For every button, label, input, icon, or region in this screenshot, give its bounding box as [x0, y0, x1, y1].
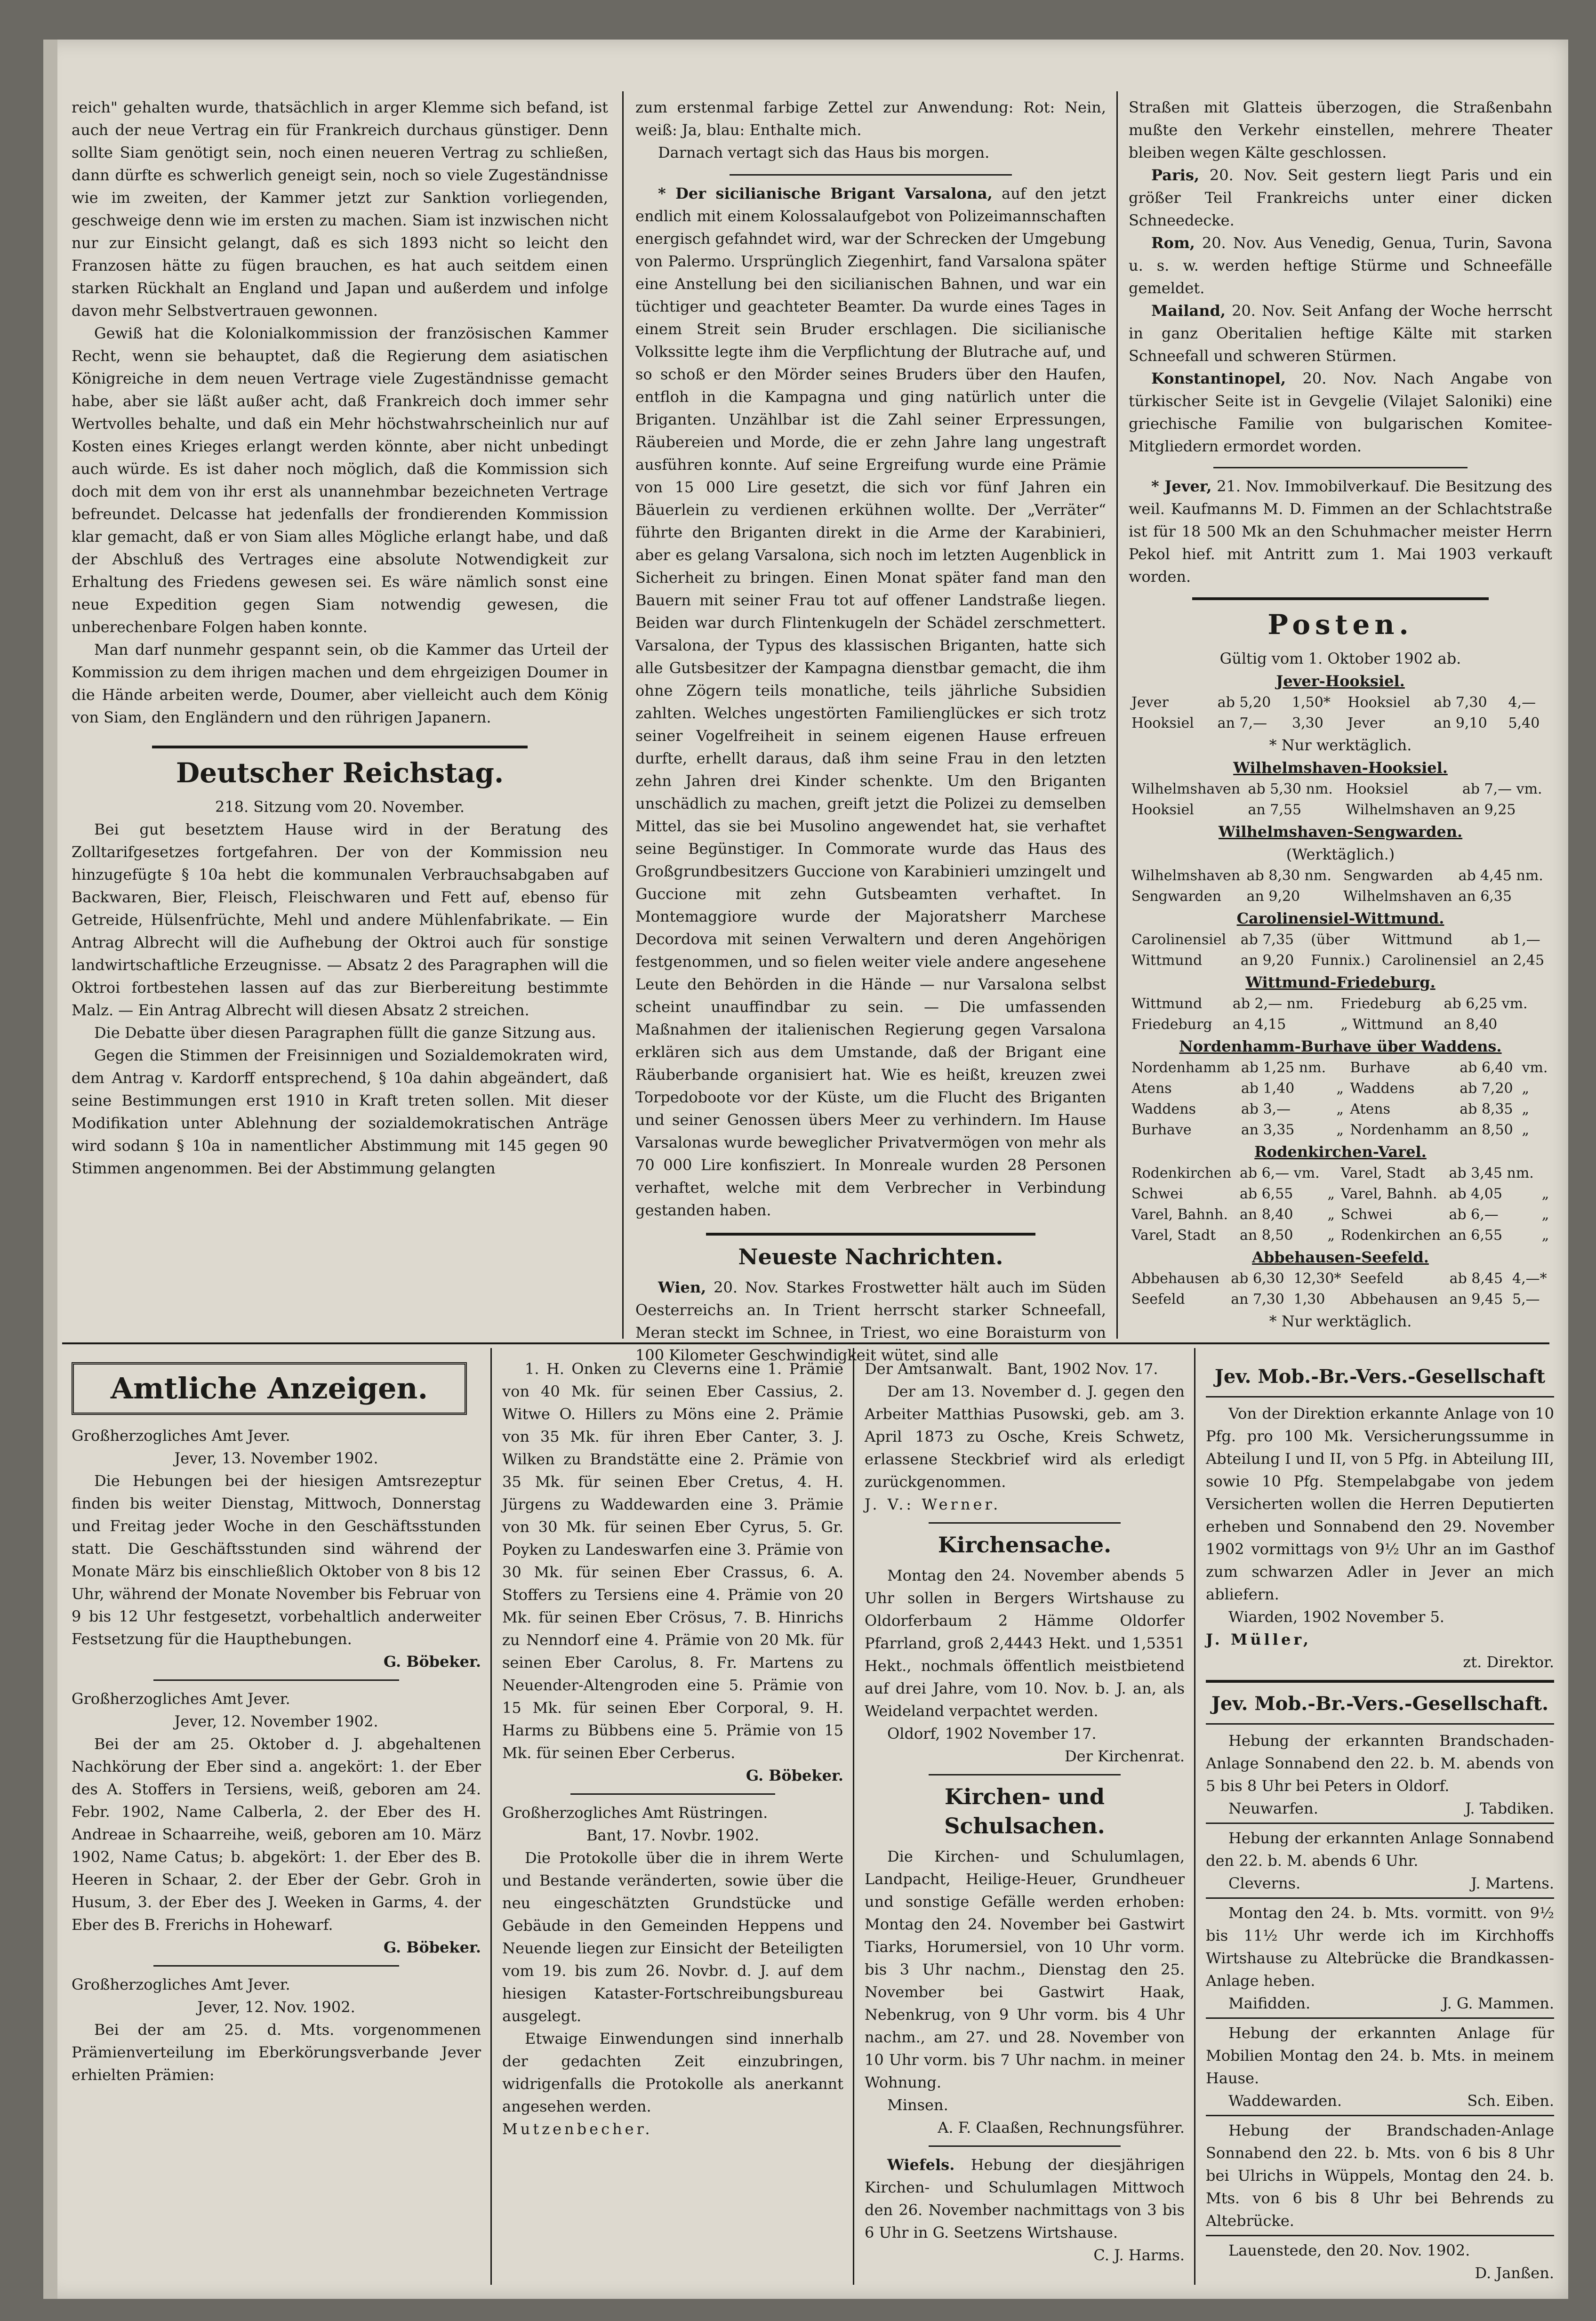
notice-date: Jever, 12. Nov. 1902. — [197, 1998, 355, 2016]
route-cell: an 6,35 — [1458, 888, 1512, 905]
notice-date: Oldorf, 1902 November 17. — [887, 1725, 1097, 1743]
route-cell: ab 6,25 vm. — [1444, 996, 1528, 1012]
route-cell: 5,— — [1512, 1291, 1540, 1308]
news-place: * Jever, — [1151, 477, 1212, 495]
post-routes — [1129, 670, 1552, 1333]
bottom-column-2 — [502, 1357, 843, 2280]
route-cell: Hooksiel — [1347, 694, 1411, 711]
jever-item — [1129, 475, 1552, 588]
route-cell: an 9,45 — [1449, 1291, 1503, 1308]
news-place: Rom, — [1151, 234, 1195, 252]
brigant-article — [635, 182, 1106, 1221]
route-cell: ab 6,— — [1449, 1206, 1499, 1223]
route-row — [1129, 994, 1552, 1014]
route-table — [1129, 930, 1552, 971]
notice-date: Jever, 13. November 1902. — [174, 1449, 378, 1467]
route-row — [1129, 692, 1552, 713]
route-footnote: * Nur werktäglich. — [1269, 1312, 1412, 1330]
route-cell — [1335, 886, 1340, 907]
notice-text: Hebung der diesjährigen Kirchen- und Schulumlagen Mittwoch den 26. November nachmittags von 3 bis 6 Uhr in G. Seetzens Wirtshause. — [865, 2156, 1185, 2241]
route-cell: Wilhelmshaven — [1343, 888, 1452, 905]
route-cell: 3,30 — [1292, 715, 1323, 731]
divider — [1206, 1723, 1554, 1725]
notice-signature: G. Böbeker. — [383, 1938, 481, 1956]
notice-text: Montag den 24. b. Mts. vormitt. von 9½ bis 11½ Uhr werde ich im Kirchhoffs Wirtshause zu Altebrücke die Brandkassen-Anlage heben. — [1206, 1904, 1554, 1990]
column-2 — [635, 96, 1107, 1364]
column-rule — [490, 1348, 492, 2285]
notice-text: Die Protokolle über die in ihrem Werte und Bestande veränderten, sowie über die neu eingeschätzten Grundstücke und Gebäude in den Gemeinden Heppens und Neuende liegen zur Einsicht der Beteiligten vom 19. bis zum 26. Novbr. d. J. auf dem hiesigen Kataster-Fortschreibungsbureau ausgelegt. — [502, 1849, 843, 2025]
divider — [1192, 597, 1489, 600]
entry-signature: Sch. Eiben. — [1467, 2092, 1554, 2110]
route-cell: 12,30* — [1293, 1270, 1341, 1287]
route-cell: 5,40 — [1508, 715, 1540, 731]
notice-office: Großherzogliches Amt Jever. — [72, 1976, 290, 1993]
route-cell: an 8,50 — [1239, 1227, 1293, 1244]
article-paragraph: zum erstenmal farbige Zettel zur Anwendung: Rot: Nein, weiß: Ja, blau: Enthalte mich. — [635, 98, 1106, 139]
route-cell: an 9,20 — [1246, 888, 1300, 905]
route-cell: ab 5,20 — [1217, 694, 1271, 711]
reichstag-heading: Deutscher Reichstag. — [176, 757, 504, 789]
route-cell: ab 3,— — [1241, 1101, 1291, 1117]
route-table — [1129, 1269, 1552, 1310]
route-cell: an 8,40 — [1239, 1206, 1293, 1223]
route-cell: ab 8,45 — [1449, 1270, 1503, 1287]
route-cell: Hooksiel — [1131, 802, 1194, 818]
entry-signature: J. G. Mammen. — [1442, 1994, 1554, 2012]
route-cell — [1546, 1014, 1552, 1035]
route-cell: an 2,45 — [1491, 952, 1545, 969]
route-table — [1129, 994, 1552, 1035]
route-cell: vm. — [1522, 1060, 1548, 1076]
route-cell: Varel, Stadt — [1340, 1165, 1425, 1181]
route-heading: Wittmund-Friedeburg. — [1245, 973, 1436, 991]
route-cell: Friedeburg — [1340, 996, 1421, 1012]
route-cell: an 9,25 — [1462, 802, 1516, 818]
route-cell: Burhave — [1131, 1122, 1192, 1138]
route-cell — [1539, 1163, 1552, 1184]
news-text: 20. Nov. Nach Angabe von türkischer Seite ist in Gevgelie (Vilajet Saloniki) eine griechische Familie von bulgarischen Komitee-Mitgliedern ermordet worden. — [1129, 369, 1552, 455]
news-text: 20. Nov. Starkes Frostwetter hält auch im Süden Oesterreichs an. In Trient herrscht starker Schneefall, Meran steckt im Schnee, in Triest, wo eine Boraisturm von 100 Kilometer Geschwindigkeit wütet, sind alle — [635, 1278, 1106, 1364]
notice-text: Die Hebungen bei der hiesigen Amtsrezeptur finden bis weiter Dienstag, Mittwoch, Donnerstag und Freitag jeder Woche in den Geschäftsstunden statt. Die Geschäftsstunden sind während der Monate März bis einschließlich Oktober von 8 bis 12 Uhr, während der Monate November bis Februar von 9 bis 12 Uhr festgesetzt, vorbehaltlich anderweiter Festsetzung für die Haupthebungen. — [72, 1472, 481, 1648]
route-footnote: * Nur werktäglich. — [1269, 736, 1412, 754]
page-spine — [43, 40, 57, 2299]
route-heading: Rodenkirchen-Varel. — [1254, 1143, 1427, 1161]
notice-office: Großherzogliches Amt Jever. — [72, 1427, 290, 1445]
bottom-column-1 — [72, 1357, 481, 2280]
notice-office: Großherzogliches Amt Jever. — [72, 1690, 290, 1708]
news-heading: Neueste Nachrichten. — [738, 1244, 1003, 1269]
route-cell — [1547, 886, 1552, 907]
route-cell: Atens — [1131, 1080, 1172, 1097]
route-cell: „ — [1522, 1122, 1529, 1138]
route-row — [1129, 1163, 1552, 1184]
route-cell — [1546, 994, 1552, 1014]
route-row — [1129, 1289, 1552, 1310]
article-paragraph: Die Debatte über diesen Paragraphen füllt die ganze Sitzung aus. — [94, 1024, 596, 1042]
route-cell: an 8,40 — [1444, 1016, 1498, 1033]
divider — [1206, 2017, 1554, 2019]
entry-signature: J. Tabdiken. — [1465, 1799, 1554, 1817]
route-row — [1129, 1225, 1552, 1246]
route-row — [1129, 1205, 1552, 1225]
route-cell: ab 8,30 nm. — [1246, 867, 1331, 884]
divider — [706, 1233, 1035, 1236]
route-cell: „ — [1522, 1101, 1529, 1117]
divider — [929, 1774, 1121, 1775]
route-cell — [1547, 800, 1552, 820]
news-item — [1129, 299, 1552, 367]
divider — [153, 1679, 399, 1681]
news-place: Mailand, — [1151, 302, 1226, 320]
route-cell: Schwei — [1131, 1186, 1183, 1202]
route-cell: Wittmund — [1131, 996, 1203, 1012]
notice-text: Montag den 24. November abends 5 Uhr sollen in Bergers Wirtshause zu Oldorferbaum 2 Hämme Oldorfer Pfarrland, groß 2,4443 Hekt. und 1,5351 Hekt., nochmals öffentlich meistbietend auf drei Jahre, vom 10. Nov. b. J. an, als Weideland verpachtet werden. — [865, 1566, 1185, 1720]
news-place: Wien, — [658, 1278, 706, 1296]
article-paragraph: Bei gut besetztem Hause wird in der Beratung des Zolltarifgesetzes fortgefahren. Der von der Kommission neu hinzugefügte § 10a hebt die kommunalen Verbrauchsabgaben auf Backwaren, Bier, Fleisch, Fleischwaren und Fett auf, ebenso für Getreide, Hülsenfrüchte, Mehl und andere Mühlenfabrikate. — Ein Antrag Albrecht will die Aufhebung der Oktroi auch für sonstige landwirtschaftliche Erzeugnisse. — Absatz 2 des Paragraphen will die Oktroi fortbestehen lassen auf das zur Bierbereitung bestimmte Malz. — Ein Antrag Albrecht will diesen Absatz 2 streichen. — [72, 820, 608, 1019]
route-row — [1129, 1269, 1552, 1289]
notice-office: Großherzogliches Amt Rüstringen. — [502, 1804, 768, 1822]
notice-office — [865, 1357, 1185, 1380]
route-heading: Carolinensiel-Wittmund. — [1236, 909, 1444, 927]
column-1 — [72, 96, 608, 1339]
route-cell: Varel, Stadt — [1131, 1227, 1216, 1244]
column-rule — [1116, 91, 1118, 1339]
divider — [570, 1793, 775, 1795]
route-row — [1129, 1058, 1552, 1078]
article-paragraph: Gegen die Stimmen der Freisinnigen und Sozialdemokraten wird, dem Antrag v. Kardorff entsprechend, § 10a dahin abgeändert, daß seine Bestimmungen erst 1910 in Kraft treten sollen. Mit dieser Modifikation unter Ablehnung der sozialdemokratischen Anträge wird sodann § 10a in namentlicher Abstimmung mit 145 gegen 90 Stimmen angenommen. Bei der Abstimmung gelangten — [72, 1046, 608, 1177]
route-cell: Wittmund — [1131, 952, 1203, 969]
notice-date: Bant, 1902 Nov. 17. — [1007, 1360, 1158, 1378]
route-cell: „ — [1327, 1206, 1335, 1223]
news-place: Konstantinopel, — [1151, 369, 1286, 387]
route-cell — [1547, 779, 1552, 800]
route-cell: „ Wittmund — [1340, 1016, 1423, 1033]
route-cell: Sengwarden — [1131, 888, 1222, 905]
divider — [1206, 1897, 1554, 1899]
route-cell: Seefeld — [1131, 1291, 1185, 1308]
route-cell: „ — [1336, 1122, 1344, 1138]
route-cell: an 9,10 — [1434, 715, 1487, 731]
news-place: Paris, — [1151, 166, 1200, 184]
news-text: 20. Nov. Seit Anfang der Woche herrscht in ganz Oberitalien heftige Kälte mit starken Schneefall und schweren Stürmen. — [1129, 302, 1552, 365]
notice-signature: G. Böbeker. — [746, 1767, 843, 1784]
notice-text: Hebung der erkannten Anlage für Mobilien Montag den 24. b. Mts. in meinem Hause. — [1206, 2024, 1554, 2087]
route-heading: Nordenhamm-Burhave über Waddens. — [1179, 1037, 1502, 1055]
route-cell: Schwei — [1340, 1206, 1393, 1223]
news-item — [1129, 367, 1552, 458]
route-cell: Varel, Bahnh. — [1340, 1186, 1437, 1202]
route-cell: ab 7,35 — [1240, 932, 1294, 948]
posten-subtitle: Gültig vom 1. Oktober 1902 ab. — [1219, 650, 1461, 667]
route-row — [1129, 1099, 1552, 1120]
insurance-entries — [1206, 1729, 1554, 2236]
notice-text: Hebung der erkannten Brandschaden-Anlage Sonnabend den 22. b. M. abends von 5 bis 8 Uhr bei Peters in Oldorf. — [1206, 1732, 1554, 1795]
route-cell: Varel, Bahnh. — [1131, 1206, 1228, 1223]
route-cell: an 9,20 — [1240, 952, 1294, 969]
route-cell: Nordenhamm — [1350, 1122, 1449, 1138]
news-text: 20. Nov. Aus Venedig, Genua, Turin, Savona u. s. w. werden heftige Stürme und Schneefälle gemeldet. — [1129, 234, 1552, 297]
notice-signature: C. J. Harms. — [1093, 2246, 1185, 2264]
route-cell: Carolinensiel — [1381, 952, 1476, 969]
route-cell: Wittmund — [1381, 932, 1453, 948]
divider — [1206, 1680, 1554, 1683]
kirchensache-heading: Kirchensache. — [938, 1532, 1112, 1558]
route-row — [1129, 713, 1552, 734]
notice-signature: Der Kirchenrat. — [1065, 1747, 1185, 1765]
route-cell: Jever — [1131, 694, 1169, 711]
wiefels-notice — [865, 2153, 1185, 2244]
route-cell: ab 6,40 — [1460, 1060, 1513, 1076]
divider — [929, 2145, 1121, 2147]
notice-signature: zt. Direktor. — [1463, 1653, 1554, 1671]
route-cell: 1,30 — [1293, 1291, 1325, 1308]
route-cell: ab 1,40 — [1241, 1080, 1295, 1097]
route-cell: ab 6,30 — [1231, 1270, 1284, 1287]
route-heading: Abbehausen-Seefeld. — [1252, 1248, 1429, 1266]
article-paragraph: Gewiß hat die Kolonialkommission der französischen Kammer Recht, wenn sie behauptet, daß die Regierung dem asiatischen Königreiche in dem neuen Vertrage viele Zugeständnisse gemacht habe, aber sie läßt außer acht, daß Frankreich doch immer sehr Wertvolles behalte, und daß ein Mehr höchstwahrscheinlich nur auf Kosten eines Krieges erlangt werden könnte, aber nicht unbedingt auch würde. Es ist daher noch möglich, daß die Kommission sich doch mit dem von ihr erst als unannehmbar bezeichneten Vertrage befreundet. Delcasse hat jedenfalls der frondierenden Kommission klar gemacht, daß er von Siam alles Mögliche erlangt habe, und daß der Abschluß des Vertrages eine absolute Notwendigkeit zur Erhaltung des Friedens gewesen sei. Es wäre nämlich sonst eine neue Expedition gegen Siam notwendig gewesen, die unberechenbare Folgen haben konnte. — [72, 324, 608, 636]
route-cell: Wilhelmshaven — [1131, 781, 1241, 797]
route-cell: Nordenhamm — [1131, 1060, 1230, 1076]
notice-date: Jever, 12. November 1902. — [174, 1712, 378, 1730]
route-cell: „ — [1327, 1186, 1335, 1202]
route-cell: Carolinensiel — [1131, 932, 1227, 948]
column-3 — [1129, 96, 1552, 1339]
column-rule — [622, 91, 624, 1339]
route-table — [1129, 866, 1552, 907]
divider — [1206, 2115, 1554, 2116]
notice-text: Etwaige Einwendungen sind innerhalb der gedachten Zeit einzubringen, widrigenfalls die Protokolle als anerkannt angesehen werden. — [502, 2030, 843, 2115]
route-cell: ab 5,30 nm. — [1248, 781, 1333, 797]
route-cell: Seefeld — [1350, 1270, 1404, 1287]
route-cell: „ — [1522, 1080, 1529, 1097]
route-cell: 1,50* — [1292, 694, 1331, 711]
route-cell: Wilhelmshaven — [1346, 802, 1455, 818]
route-cell: (über — [1311, 932, 1350, 948]
route-row — [1129, 866, 1552, 886]
divider — [153, 1965, 399, 1967]
entry-signature-row — [1206, 2089, 1554, 2112]
route-cell — [1331, 994, 1338, 1014]
route-table — [1129, 692, 1552, 734]
route-cell: ab 6,— vm. — [1239, 1165, 1320, 1181]
route-cell: an 7,30 — [1231, 1291, 1284, 1308]
insurance-heading: Jev. Mob.-Br.-Vers.-Gesellschaft — [1214, 1365, 1546, 1388]
notice-text: Hebung der Brandschaden-Anlage Sonnabend den 22. b. Mts. von 6 bis 8 Uhr bei Ulrichs in Wüppels, Montag den 24. b. Mts. von 6 bis 8 Uhr bei Behrends zu Altebrücke. — [1206, 2121, 1554, 2230]
route-cell: Friedeburg — [1131, 1016, 1212, 1033]
route-cell: ab 6,55 — [1239, 1186, 1293, 1202]
divider — [1213, 467, 1468, 468]
route-cell: an 3,35 — [1241, 1122, 1295, 1138]
route-heading: Wilhelmshaven-Sengwarden. — [1218, 823, 1463, 841]
route-row — [1129, 1184, 1552, 1205]
route-cell: ab 7,20 — [1460, 1080, 1513, 1097]
route-cell: ab 4,05 — [1449, 1186, 1502, 1202]
route-row — [1129, 800, 1552, 820]
notice-text: Bei der am 25. Oktober d. J. abgehaltenen Nachkörung der Eber sind a. angekört: 1. der Eber des A. Stoffers in Tersiens, weiß, geboren am 24. Febr. 1902, Name Calberla, 2. der Eber des H. Andreae in Schaarreihe, weiß, geboren am 10. März 1902, Name Catus; b. abgekört: 1. der Eber des B. Heeren in Schaar, 2. der Eber der Gebr. Groh in Husum, 3. der Eber des J. Weeken in Garms, 4. der Eber des B. Frerichs in Hohewarf. — [72, 1735, 481, 1934]
notice-date: Lauenstede, den 20. Nov. 1902. — [1228, 2241, 1470, 2259]
route-cell — [1547, 866, 1552, 886]
route-cell: an 7,55 — [1248, 802, 1302, 818]
entry-signature-row — [1206, 1797, 1554, 1820]
news-item — [635, 1276, 1106, 1366]
route-cell: ab 7,30 — [1434, 694, 1487, 711]
route-cell: ab 2,— nm. — [1232, 996, 1314, 1012]
entry-signature-row — [1206, 1872, 1554, 1895]
entry-place: Neuwarfen. — [1228, 1799, 1318, 1817]
route-row — [1129, 930, 1552, 950]
news-paragraph: Straßen mit Glatteis überzogen, die Straßenbahn mußte den Verkehr einstellen, mehrere Theater bleiben wegen Kälte geschlossen. — [1129, 98, 1552, 161]
route-table — [1129, 779, 1552, 820]
divider — [929, 1522, 1121, 1524]
route-cell: an 8,50 — [1460, 1122, 1513, 1138]
route-table — [1129, 1163, 1552, 1246]
route-cell: 4,—* — [1512, 1270, 1547, 1287]
route-cell: ab 1,25 nm. — [1241, 1060, 1326, 1076]
route-cell: ab 7,— vm. — [1462, 781, 1542, 797]
notice-date: Wiarden, 1902 November 5. — [1228, 1608, 1444, 1626]
route-cell: Wilhelmshaven — [1131, 867, 1241, 884]
news-text: 20. Nov. Seit gestern liegt Paris und ein größer Teil Frankreichs unter einer dicken Schneedecke. — [1129, 166, 1552, 229]
brigant-headline: * Der sicilianische Brigant Varsalona, — [658, 185, 993, 202]
route-row — [1129, 779, 1552, 800]
notice-text: Bei der am 25. d. Mts. vorgenommenen Prämienverteilung im Eberkörungsverbande Jever erhielten Prämien: — [72, 2021, 481, 2084]
route-cell: „ — [1336, 1080, 1344, 1097]
notice-signature: G. Böbeker. — [383, 1653, 481, 1670]
route-cell — [1333, 1058, 1347, 1078]
route-row — [1129, 950, 1552, 971]
notice-signature: A. F. Claaßen, Rechnungsführer. — [938, 2119, 1185, 2136]
entry-place: Maifidden. — [1228, 1994, 1311, 2012]
route-cell: Rodenkirchen — [1340, 1227, 1441, 1244]
route-cell: Waddens — [1350, 1080, 1415, 1097]
column-rule — [853, 1348, 854, 2285]
route-cell: Waddens — [1131, 1101, 1196, 1117]
praemien-list: 1. H. Onken zu Cleverns eine 1. Prämie von 40 Mk. für seinen Eber Cassius, 2. Witwe O. Hillers zu Möns eine 2. Prämie von 35 Mk. für ihren Eber Canter, 3. J. Wilken zu Brandstätte eine 2. Prämie von 35 Mk. für seinen Eber Cretus, 4. H. Jürgens zu Waddewarden eine 3. Prämie von 30 Mk. für seinen Eber Cyrus, 5. Gr. Poyken zu Landeswarfen eine 3. Prämie von 30 Mk. für seinen Eber Crassus, 6. A. Stoffers zu Tersiens eine 4. Prämie von 20 Mk. für seinen Eber Crösus, 7. B. Hinrichs zu Nenndorf eine 4. Prämie von 20 Mk. für seinen Eber Carolus, 8. Fr. Martens zu Neuender-Altengroden eine 5. Prämie von 15 Mk. für seinen Eber Corporal, 9. H. Harms zu Bübbens eine 5. Prämie von 15 Mk. für seinen Eber Cerberus. — [502, 1360, 843, 1762]
divider — [152, 746, 528, 748]
notice-text: Die Kirchen- und Schulumlagen, Landpacht, Heilige-Heuer, Grundheuer und sonstige Gefälle werden erhoben: Montag den 24. November bei Gastwirt Tiarks, Horumersiel, von 10 Uhr vorm. bis 3 Uhr nachm., Dienstag den 25. November bei Gastwirt Haak, Nebenkrug, von 9 Uhr vorm. bis 4 Uhr nachm., am 27. und 28. November von 10 Uhr vorm. bis 7 Uhr nachm. in meiner Wohnung. — [865, 1847, 1185, 2091]
entry-signature-row — [1206, 1992, 1554, 2015]
route-cell: Rodenkirchen — [1131, 1165, 1232, 1181]
schulsachen-heading: Kirchen- und Schulsachen. — [944, 1784, 1105, 1839]
route-cell: „ — [1327, 1227, 1335, 1244]
route-cell — [1331, 1014, 1338, 1035]
amtsanwalt-label: Der Amtsanwalt. — [865, 1360, 993, 1378]
route-cell: Hooksiel — [1131, 715, 1194, 731]
route-cell: „ — [1541, 1206, 1549, 1223]
route-cell: Abbehausen — [1131, 1270, 1219, 1287]
route-cell: „ — [1541, 1227, 1549, 1244]
route-row — [1129, 1120, 1552, 1140]
route-cell: ab 8,35 — [1460, 1101, 1513, 1117]
route-cell: Hooksiel — [1346, 781, 1409, 797]
notice-signature: J. V.: Werner. — [865, 1495, 1001, 1513]
route-cell: Funnix.) — [1311, 952, 1371, 969]
posten-heading: Posten. — [1267, 609, 1413, 641]
bottom-column-4 — [1206, 1357, 1554, 2280]
divider — [1206, 1396, 1554, 1397]
bottom-column-3 — [865, 1357, 1185, 2280]
notice-signature: Mutzenbecher. — [502, 2120, 653, 2138]
route-note: (Werktäglich.) — [1286, 845, 1395, 863]
notice-signature: J. Müller, — [1206, 1630, 1311, 1648]
notice-text: Von der Direktion erkannte Anlage von 10 Pfg. pro 100 Mk. Versicherungssumme in Abteilung I und II, von 5 Pfg. in Abteilung III, sowie 10 Pfg. Stempelabgabe von jedem Versicherten wollen die Herren Deputierten erheben und Sonnabend den 29. November 1902 vormittags von 9½ Uhr an im Gasthof zum schwarzen Adler in Jever an mich abliefern. — [1206, 1405, 1554, 1603]
news-item — [1129, 232, 1552, 299]
notice-place: Wiefels. — [887, 2156, 955, 2174]
column-rule — [1194, 1348, 1195, 2285]
route-cell: ab 4,45 nm. — [1458, 867, 1543, 884]
route-cell: Burhave — [1350, 1060, 1410, 1076]
route-heading: Wilhelmshaven-Hooksiel. — [1233, 759, 1448, 777]
notice-signature: D. Janßen. — [1475, 2264, 1554, 2282]
divider — [1206, 1823, 1554, 1824]
notice-date: Bant, 17. Novbr. 1902. — [586, 1826, 760, 1844]
entry-place: Cleverns. — [1228, 1874, 1301, 1892]
brigant-text: auf den jetzt endlich mit einem Kolossalaufgebot von Polizeimannschaften energisch gefahndet wird, war der Schrecken der Umgebung von Palermo. Ursprünglich Ziegenhirt, fand Varsalona später eine Anstellung bei den sicilianischen Bahnen, und war ein tüchtiger und geachteter Beamter. Da wurde eines Tages in einem Streit sein Bruder erschlagen. Die sicilianische Volkssitte legte ihm die Verpflichtung der Blutrache auf, und so schoß er den Mörder seines Bruders über den Haufen, entfloh in die Kampagna und ging natürlich unter die Briganten. Unzählbar ist die Zahl seiner Erpressungen, Räubereien und Morde, die er zehn Jahre lang ungestraft ausführen konnte. Auf seine Ergreifung wurde eine Prämie von 15 000 Lire gesetzt, die sich vor fünf Jahren ein Bäuerlein zu verdienen erkühnen wollte. Der „Verräter“ führte den Briganten direkt in die Arme der Karabinieri, aber es gelang Varsalona, sich noch im letzten Augenblick in Sicherheit zu bringen. Einen Monat später fand man den Bauern mit seiner Frau tot auf offener Landstraße liegen. Beiden war durch Flintenkugeln der Schädel zerschmettert. Varsalona, der Typus des klassischen Briganten, hatte sich alle Gutsbesitzer der Kampagna dienstbar gemacht, die ihm ohne Zögern teils monatliche, teils jährliche Subsidien zahlten. Welches ungestörten Familienglückes er sich trotz seiner Vogelfreiheit in seinem eigenen Hause erfreuen durfte, erhellt daraus, daß ihm seine Frau in den letzten zehn Jahren drei Kinder schenkte. Um den Briganten unschädlich zu machen, greift jetzt die Polizei zu demselben Mittel, das sie bei Musolino angewendet hat, sie verhaftet seine Begünstiger. In Commorate wurde das Haus des Großgrundbesitzers Guccione von Karabinieri umzingelt und Guccione mit zehn Gutsbeamten verhaftet. In Montemaggiore wurde der Majoratsherr Marchese Decordova mit seinen Verwaltern und deren Angehörigen festgenommen, und so fielen weiter viele andere angesehene Leute den Behörden in die Hände — nur Varsalona selbst scheint unauffindbar zu sein. — Die umfassenden Maßnahmen der italienischen Regierung gegen Varsalona erklären sich aus dem Umstande, daß der Brigant eine Räuberbande organisiert hat. Wie es heißt, kreuzen zwei Torpedoboote vor der Küste, um die Flucht des Briganten und seiner Genossen übers Meer zu verhindern. Im Hause Varsalonas wurde beweglicher Privatvermögen von mehr als 70 000 Lire konfisziert. In Monreale wurden 28 Personen verhaftet, welche mit dem Verbrecher in Verbindung gestanden haben. — [635, 185, 1107, 1219]
route-cell: an 7,— — [1217, 715, 1267, 731]
route-heading: Jever-Hooksiel. — [1276, 672, 1405, 690]
route-cell — [1324, 1163, 1338, 1184]
route-cell: an 4,15 — [1232, 1016, 1286, 1033]
notice-place: Minsen. — [887, 2096, 948, 2114]
route-cell: Atens — [1350, 1101, 1391, 1117]
amtliche-anzeigen-title: Amtliche Anzeigen. — [72, 1362, 467, 1415]
route-cell: an 6,55 — [1449, 1227, 1503, 1244]
insurance-heading: Jev. Mob.-Br.-Vers.-Gesellschaft. — [1211, 1693, 1549, 1715]
route-cell: Jever — [1347, 715, 1385, 731]
news-text: 21. Nov. Immobilverkauf. Die Besitzung des weil. Kaufmanns M. D. Fimmen an der Schlachtstraße ist für 18 500 Mk an den Schuhmacher meister Herrn Pekol hief. mit Antritt zum 1. Mai 1903 verkauft worden. — [1129, 477, 1553, 586]
article-paragraph: reich" gehalten wurde, thatsächlich in arger Klemme sich befand, ist auch der neue Vertrag ein für Frankreich durchaus günstiger. Denn sollte Siam genötigt sein, noch einen neueren Vertrag zu schließen, dann dürfte es schwerlich geneigt sein, noch so viele Zugeständnisse wie im zweiten, der Kammer jetzt zur Sanktion vorliegenden, geschweige denn wie im ersten zu machen. Siam ist inzwischen nicht nur zur Einsicht gelangt, daß es sich 1893 nicht so leicht den Franzosen hätte zu fügen brauchen, es hat auch seitdem einen starken Rückhalt an England und Japan und außerdem und infolge davon mehr Selbstvertrauen gewonnen. — [72, 98, 608, 320]
route-cell — [1302, 950, 1308, 971]
route-cell: „ — [1336, 1101, 1344, 1117]
route-cell: ab 1,— — [1491, 932, 1540, 948]
route-cell — [1335, 866, 1340, 886]
divider — [730, 174, 1012, 176]
route-cell — [1337, 800, 1343, 820]
route-row — [1129, 886, 1552, 907]
divider — [1206, 2235, 1554, 2236]
route-cell: „ — [1541, 1186, 1549, 1202]
route-cell: ab 3,45 nm. — [1449, 1165, 1534, 1181]
article-paragraph: Man darf nunmehr gespannt sein, ob die Kammer das Urteil der Kommission zu dem ihrigen machen und dem ehrgeizigen Doumer in die Hände arbeiten werde, Doumer, aber vielleicht auch dem König von Siam, den Engländern und den rührigen Japanern. — [72, 641, 608, 726]
entry-signature: J. Martens. — [1471, 1874, 1554, 1892]
route-cell: Abbehausen — [1350, 1291, 1438, 1308]
route-row — [1129, 1014, 1552, 1035]
route-cell: Sengwarden — [1343, 867, 1433, 884]
news-item — [1129, 164, 1552, 232]
article-paragraph: Darnach vertagt sich das Haus bis morgen. — [658, 144, 990, 161]
reichstag-session: 218. Sitzung vom 20. November. — [215, 798, 465, 816]
route-cell: 4,— — [1508, 694, 1536, 711]
route-row — [1129, 1078, 1552, 1099]
newspaper-page — [43, 40, 1568, 2299]
route-table — [1129, 1058, 1552, 1140]
entry-place: Waddewarden. — [1228, 2092, 1342, 2110]
notice-text: Hebung der erkannten Anlage Sonnabend den 22. b. M. abends 6 Uhr. — [1206, 1829, 1554, 1870]
route-cell — [1337, 779, 1343, 800]
route-cell — [1302, 930, 1308, 950]
notice-text: Der am 13. November d. J. gegen den Arbeiter Matthias Pusowski, geb. am 3. April 1873 zu Osche, Kreis Schwetz, erlassene Steckbrief wird als erledigt zurückgenommen. — [865, 1382, 1185, 1491]
